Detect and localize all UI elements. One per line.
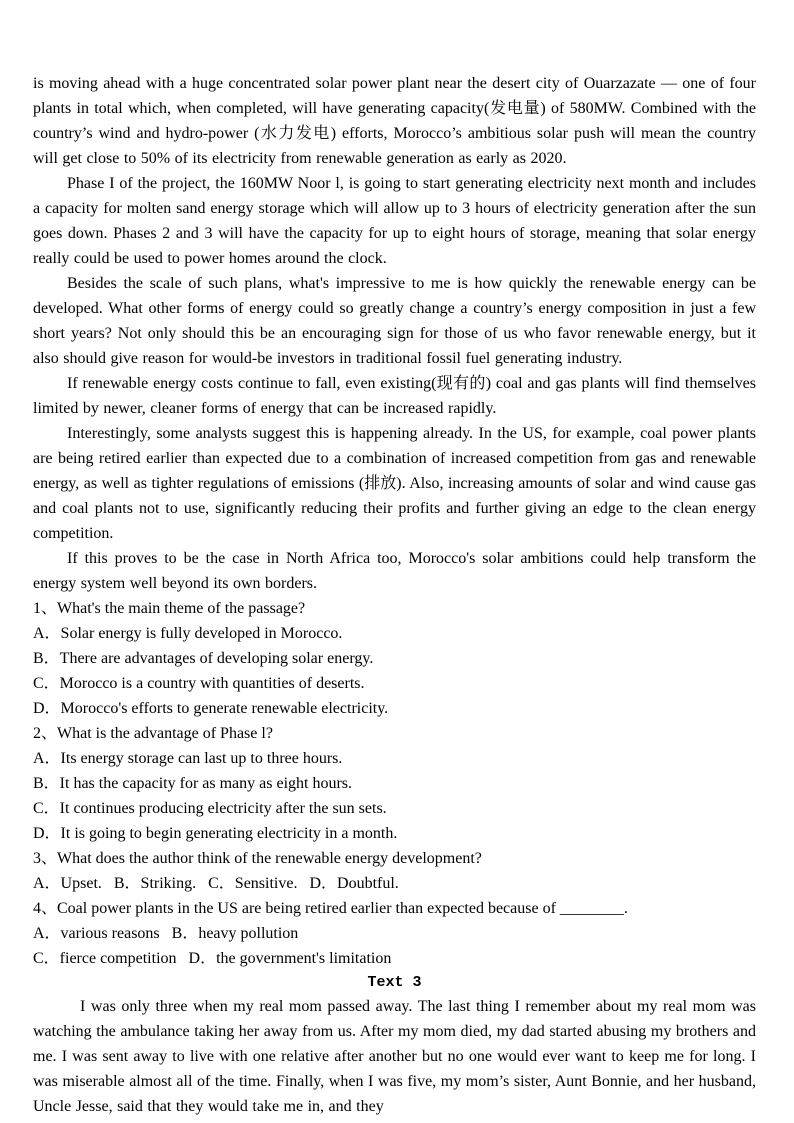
question-3-stem: 3、What does the author think of the renewable energy development? [33, 850, 482, 867]
question-1-option-d: D．Morocco's efforts to generate renewable electricity. [33, 700, 389, 717]
question-1-stem: 1、What's the main theme of the passage? [33, 600, 306, 617]
passage-paragraph: If renewable energy costs continue to fall, even existing(现有的) coal and gas plants will find themselves limited by newer, cleaner forms of energy that can be increased rapidly. [33, 375, 756, 417]
question-4-options-ab: A．various reasons B．heavy pollution [33, 925, 299, 942]
passage-paragraph: If this proves to be the case in North Africa too, Morocco's solar ambitions could help transform the energy system well beyond its own borders. [33, 550, 756, 592]
question-2-option-b: B．It has the capacity for as many as eight hours. [33, 775, 353, 792]
question-1-option-c: C．Morocco is a country with quantities of deserts. [33, 675, 365, 692]
passage-paragraph: is moving ahead with a huge concentrated solar power plant near the desert city of Ouarzazate — one of four plants in total which, when completed, will have generating capacity(发电量) of 580MW. Combined with the country’s wind and hydro-power (水力发电) efforts, Morocco’s ambitious solar push will mean the country will get close to 50% of its electricity from renewable generation as early as 2020. [33, 75, 756, 167]
passage-paragraph: I was only three when my real mom passed away. The last thing I remember about my real mom was watching the ambulance taking her away from us. After my mom died, my dad started abusing my brothers and me. I was sent away to live with one relative after another but no one would ever want to keep me for long. I was miserable almost all of the time. Finally, when I was five, my mom’s sister, Aunt Bonnie, and her husband, Uncle Jesse, said that they would take me in, and they [33, 998, 756, 1115]
passage-paragraph: Interestingly, some analysts suggest this is happening already. In the US, for example, coal power plants are being retired earlier than expected due to a combination of increased competition from gas and renewable energy, as well as tighter regulations of emissions (排放). Also, increasing amounts of solar and wind cause gas and coal plants not to use, significantly reducing their profits and further giving an edge to the clean energy competition. [33, 425, 756, 542]
passage-paragraph: Besides the scale of such plans, what's impressive to me is how quickly the renewable energy can be developed. What other forms of energy could so greatly change a country’s energy composition in just a few short years? Not only should this be an encouraging sign for those of us who favor renewable energy, but it also should give reason for would-be investors in traditional fossil fuel generating industry. [33, 275, 756, 367]
question-1-option-a: A．Solar energy is fully developed in Morocco. [33, 625, 343, 642]
text3-heading: Text 3 [367, 974, 422, 991]
question-2-stem: 2、What is the advantage of Phase l? [33, 725, 273, 742]
passage-paragraph: Phase I of the project, the 160MW Noor l, is going to start generating electricity next month and includes a capacity for molten sand energy storage which will allow up to 3 hours of electricity generation after the sun goes down. Phases 2 and 3 will have the capacity for up to eight hours of storage, meaning that solar energy really could be used to power homes around the clock. [33, 175, 756, 267]
question-1-option-b: B．There are advantages of developing solar energy. [33, 650, 374, 667]
question-3-options: A．Upset. B．Striking. C．Sensitive. D．Doubtful. [33, 875, 399, 892]
question-4-options-cd: C．fierce competition D．the government's limitation [33, 950, 392, 967]
question-2-option-c: C．It continues producing electricity after the sun sets. [33, 800, 387, 817]
question-2-option-d: D．It is going to begin generating electricity in a month. [33, 825, 398, 842]
question-2-option-a: A．Its energy storage can last up to three hours. [33, 750, 343, 767]
question-4-stem: 4、Coal power plants in the US are being retired earlier than expected because of ________. [33, 900, 628, 917]
